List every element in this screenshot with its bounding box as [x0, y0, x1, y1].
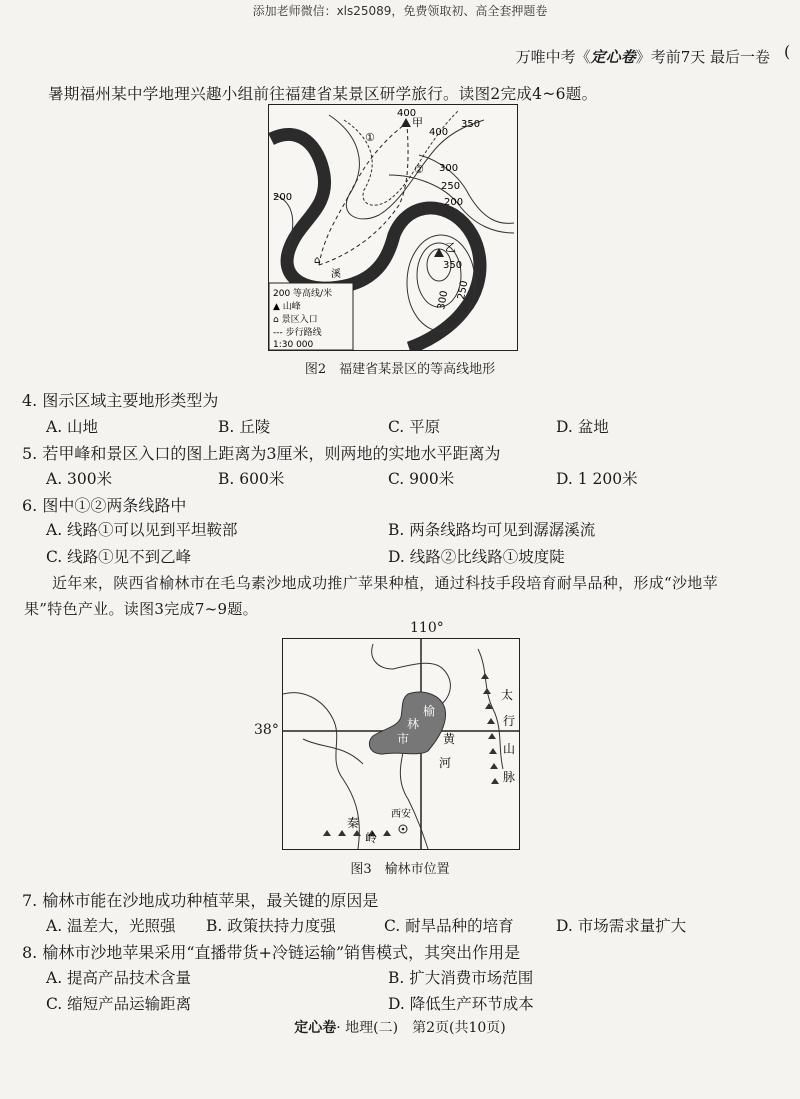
- header-brand: 定心卷: [590, 48, 636, 66]
- legend-contour: 200 等高线/米: [273, 289, 333, 299]
- q7-option-b: B. 政策扶持力度强: [206, 917, 336, 935]
- q8-option-d: D. 降低生产环节成本: [388, 995, 534, 1013]
- footer-text: · 地理(二) 第2页(共10页): [336, 1020, 506, 1036]
- intro-paragraph-2-line-2: 果”特色产业。读图3完成7~9题。: [24, 600, 258, 618]
- entrance-icon: ⌂: [314, 255, 321, 266]
- q8-option-c: C. 缩短产品运输距离: [46, 995, 192, 1013]
- q5-option-a: A. 300米: [46, 470, 113, 488]
- q6-option-d: D. 线路②比线路①坡度陡: [388, 548, 565, 566]
- figure-3-caption: 图3 榆林市位置: [350, 862, 450, 877]
- label-huang: 黄: [443, 732, 456, 746]
- question-8: 8. 榆林市沙地苹果采用“直播带货+冷链运输”销售模式，其突出作用是: [22, 943, 521, 962]
- page-header: [516, 46, 770, 67]
- label-300-yi: 300: [436, 289, 451, 311]
- figure-3-location-map: [282, 638, 520, 850]
- q4-option-c: C. 平原: [388, 418, 441, 436]
- label-200-left: 200: [273, 192, 293, 203]
- label-tai: 太: [501, 688, 514, 702]
- legend-scale: 1:30 000: [273, 340, 314, 350]
- edge-glyph: (: [784, 42, 791, 61]
- qinling-mountains-icon: [323, 830, 391, 836]
- question-4: 4. 图示区域主要地形类型为: [22, 391, 219, 410]
- label-he: 河: [439, 756, 452, 770]
- q4-option-b: B. 丘陵: [218, 418, 271, 436]
- q8-option-b: B. 扩大消费市场范围: [388, 969, 534, 987]
- label-peak-yi: 乙: [445, 241, 456, 254]
- label-400b: 400: [429, 127, 449, 138]
- label-yu: 榆: [423, 704, 436, 718]
- label-250-yi: 250: [456, 279, 471, 301]
- q4-option-d: D. 盆地: [556, 418, 609, 436]
- q5-option-d: D. 1 200米: [556, 470, 638, 488]
- intro-paragraph-2-line-1: 近年来，陕西省榆林市在毛乌素沙地成功推广苹果种植，通过科技手段培育耐旱品种，形成“沙地苹: [52, 574, 718, 592]
- intro-paragraph-1: 暑期福州某中学地理兴趣小组前往福建省某景区研学旅行。读图2完成4~6题。: [48, 85, 598, 103]
- legend-peak: ▲ 山峰: [273, 302, 301, 312]
- question-6: 6. 图中①②两条线路中: [22, 496, 187, 515]
- watermark: 添加老师微信：xls25089，免费领取初、高全套押题卷: [252, 4, 548, 18]
- label-250: 250: [441, 181, 461, 192]
- label-300: 300: [439, 163, 459, 174]
- question-5: 5. 若甲峰和景区入口的图上距离为3厘米，则两地的实地水平距离为: [22, 444, 501, 463]
- label-350: 350: [461, 119, 481, 130]
- question-7: 7. 榆林市能在沙地成功种植苹果，最关键的原因是: [22, 891, 379, 910]
- label-route-1: ①: [365, 131, 375, 144]
- q6-option-c: C. 线路①见不到乙峰: [46, 548, 192, 566]
- figure-2-contour-map: [268, 104, 518, 351]
- label-xian: 西安: [391, 809, 411, 820]
- location-map-svg: [283, 639, 519, 849]
- label-qin: 秦: [347, 816, 360, 830]
- peak-jia-icon: [401, 118, 411, 127]
- q5-option-c: C. 900米: [388, 470, 455, 488]
- latitude-label: 38°: [254, 722, 279, 738]
- label-ling: 岭: [365, 831, 378, 845]
- q7-option-a: A. 温差大，光照强: [46, 917, 176, 935]
- page-footer: [0, 1017, 800, 1037]
- q6-option-a: A. 线路①可以见到平坦鞍部: [46, 521, 238, 539]
- label-peak-jia: 甲: [412, 116, 423, 129]
- province-boundary: [303, 739, 363, 764]
- label-hang: 行: [503, 714, 516, 728]
- q8-option-a: A. 提高产品技术含量: [46, 969, 192, 987]
- legend-entrance: ⌂ 景区入口: [273, 315, 318, 325]
- q5-option-b: B. 600米: [218, 470, 285, 488]
- q4-option-a: A. 山地: [46, 418, 99, 436]
- label-lin: 林: [407, 717, 420, 731]
- label-200: 200: [444, 197, 464, 208]
- header-suffix: 》考前7天 最后一卷: [635, 48, 770, 66]
- contour-map-svg: [269, 105, 517, 350]
- taihang-mountains-icon: [481, 673, 499, 784]
- longitude-label: 110°: [410, 620, 444, 636]
- label-shan: 山: [503, 742, 516, 756]
- xian-dot: [402, 828, 405, 831]
- label-route-2: ②: [414, 163, 424, 176]
- label-350-yi: 350: [443, 260, 463, 271]
- label-stream: 溪: [331, 269, 341, 280]
- label-shi: 市: [397, 732, 410, 746]
- q7-option-c: C. 耐旱品种的培育: [384, 917, 514, 935]
- header-prefix: 万唯中考《: [515, 48, 591, 66]
- figure-2-caption: 图2 福建省某景区的等高线地形: [304, 362, 496, 377]
- footer-brand: 定心卷: [294, 1020, 337, 1036]
- legend-route: --- 步行路线: [273, 328, 322, 338]
- q7-option-d: D. 市场需求量扩大: [556, 917, 687, 935]
- label-mai: 脉: [503, 770, 516, 784]
- q6-option-b: B. 两条线路均可见到潺潺溪流: [388, 521, 596, 539]
- label-400: 400: [397, 108, 417, 119]
